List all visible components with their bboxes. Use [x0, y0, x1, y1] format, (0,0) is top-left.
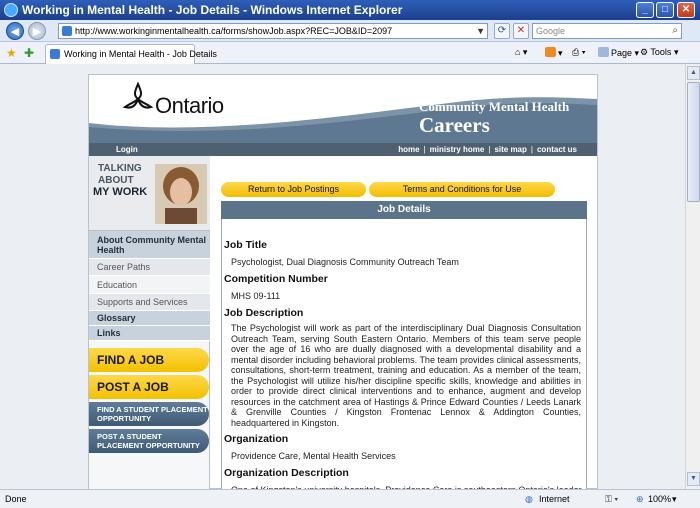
zoom-level[interactable]: 100%	[648, 494, 672, 504]
sidebar-item-glossary[interactable]: Glossary	[89, 311, 210, 326]
organization-label: Organization	[224, 433, 289, 445]
talk-line-1: TALKING	[98, 163, 142, 174]
status-bar	[0, 489, 700, 508]
page-menu-label: Page	[611, 48, 633, 58]
talk-line-2: ABOUT	[98, 175, 134, 186]
talking-about-my-work[interactable]	[89, 156, 210, 231]
tools-menu-label: Tools	[650, 47, 672, 57]
url-text: http://www.workinginmentalhealth.ca/forms/showJob.aspx?REC=JOB&ID=2097	[75, 26, 393, 36]
scroll-thumb[interactable]	[687, 82, 700, 202]
close-button[interactable]: ✕	[677, 2, 695, 18]
tab-page-icon	[50, 49, 60, 59]
tab-command-bar	[0, 42, 700, 64]
organization-description-label: Organization Description	[224, 467, 349, 479]
status-text: Done	[5, 494, 27, 504]
address-toolbar	[0, 20, 700, 42]
refresh-button[interactable]: ⟳	[494, 23, 510, 39]
window-title-bar	[0, 0, 700, 20]
banner-title: Careers	[419, 113, 490, 137]
ie-app-icon	[4, 3, 18, 17]
protected-mode-icon[interactable]: ⚿ ▾	[605, 494, 619, 504]
security-zone: Internet	[539, 494, 570, 504]
return-to-job-postings-button[interactable]: Return to Job Postings	[221, 182, 366, 197]
banner-subtitle: Community Mental Health	[419, 99, 570, 114]
trillium-icon	[121, 81, 155, 115]
site-header	[89, 75, 597, 143]
search-input[interactable]	[532, 23, 682, 39]
find-student-placement-button[interactable]: FIND A STUDENT PLACEMENT OPPORTUNITY	[89, 402, 209, 426]
sidebar-item-career-paths[interactable]: Career Paths	[89, 259, 210, 276]
tab-title: Working in Mental Health - Job Details	[64, 49, 217, 59]
page-menu[interactable]: Page ▾	[598, 47, 639, 59]
nav-ministry-home-link[interactable]: ministry home	[429, 145, 485, 154]
ontario-logo[interactable]	[121, 81, 271, 117]
back-button[interactable]: ◀	[6, 22, 24, 40]
page-icon	[62, 26, 72, 36]
job-details-header: Job Details	[221, 201, 587, 219]
vertical-scrollbar[interactable]	[685, 64, 700, 489]
minimize-button[interactable]: _	[636, 2, 654, 18]
zoom-icon: ⊕	[636, 494, 644, 504]
web-page	[88, 74, 598, 489]
zoom-chevron-down-icon[interactable]: ▾	[672, 494, 677, 504]
logo-text: Ontario	[155, 93, 224, 118]
competition-number-value: MHS 09-111	[231, 291, 281, 301]
scroll-down-icon[interactable]: ▼	[687, 472, 700, 486]
nav-site-map-link[interactable]: site map	[494, 145, 527, 154]
feeds-icon[interactable]: ▾	[545, 47, 563, 59]
job-description-label: Job Description	[224, 307, 304, 319]
sidebar-item-links[interactable]: Links	[89, 326, 210, 341]
search-icon[interactable]: ⌕	[672, 25, 678, 36]
find-a-job-button[interactable]: FIND A JOB	[89, 348, 209, 372]
job-details-body	[221, 219, 587, 490]
print-icon[interactable]: ⎙ ▾	[572, 47, 586, 57]
add-favorites-icon[interactable]: ✚	[24, 46, 35, 60]
talk-line-3: MY WORK	[93, 186, 148, 198]
favorites-star-icon[interactable]: ★	[6, 46, 17, 60]
window-title: Working in Mental Health - Job Details - Windows Internet Explorer	[22, 3, 403, 17]
post-a-job-button[interactable]: POST A JOB	[89, 375, 209, 399]
left-sidebar	[89, 156, 210, 490]
tools-menu[interactable]: ⚙ Tools ▾	[640, 47, 679, 57]
nav-contact-us-link[interactable]: contact us	[536, 145, 577, 154]
competition-number-label: Competition Number	[224, 273, 328, 285]
job-title-value: Psychologist, Dual Diagnosis Community Outreach Team	[231, 257, 459, 267]
tab-active[interactable]	[45, 44, 217, 64]
forward-button[interactable]: ▶	[28, 22, 46, 40]
gear-icon: ⚙	[640, 47, 649, 57]
post-student-placement-button[interactable]: POST A STUDENT PLACEMENT OPPORTUNITY	[89, 429, 209, 453]
top-nav: Login home | ministry home | site map | contact us	[89, 143, 597, 156]
maximize-button[interactable]: □	[656, 2, 674, 18]
home-icon[interactable]: ⌂ ▾	[515, 47, 528, 57]
organization-value: Providence Care, Mental Health Services	[231, 451, 396, 461]
job-title-label: Job Title	[224, 239, 267, 251]
sidebar-item-supports-and-services[interactable]: Supports and Services	[89, 294, 210, 311]
stop-button[interactable]: ✕	[513, 23, 529, 39]
scroll-up-icon[interactable]: ▲	[687, 66, 700, 80]
job-description-text: The Psychologist will work as part of the interdisciplinary Dual Diagnosis Consultation Outreach Team, serving South Eastern Ontario. Members of this team serve people over the age of 16 who are dually diagnosed with a developmental disability and a mental disorder including behavioral problems. The team provides clinical assessments, consultations, short-term treatment, training and education. As a member of the team, the Psychologist will utilize his/her discipline specific skills, knowledge and abilities in order to provide direct clinical interventions and to enhance, augment and develop resources in the catchment area of Hastings & Prince Edward Counties / Leeds Lanark & Grenville Counties / Kingston Frontenac Lennox & Addington Counties, headquartered in Kingston.	[231, 323, 582, 428]
sidebar-item-about-community-mental-health[interactable]: About Community Mental Health	[89, 231, 210, 259]
login-link[interactable]: Login	[116, 145, 138, 154]
chevron-down-icon[interactable]: ▼	[476, 26, 485, 36]
terms-and-conditions-button[interactable]: Terms and Conditions for Use	[369, 182, 555, 197]
job-content	[221, 182, 587, 490]
nav-home-link[interactable]: home	[398, 145, 420, 154]
portrait-photo[interactable]	[155, 164, 207, 224]
globe-icon: ◍	[525, 494, 533, 504]
search-placeholder: Google	[536, 26, 566, 36]
address-input[interactable]	[58, 23, 488, 39]
sidebar-item-education[interactable]: Education	[89, 276, 210, 294]
